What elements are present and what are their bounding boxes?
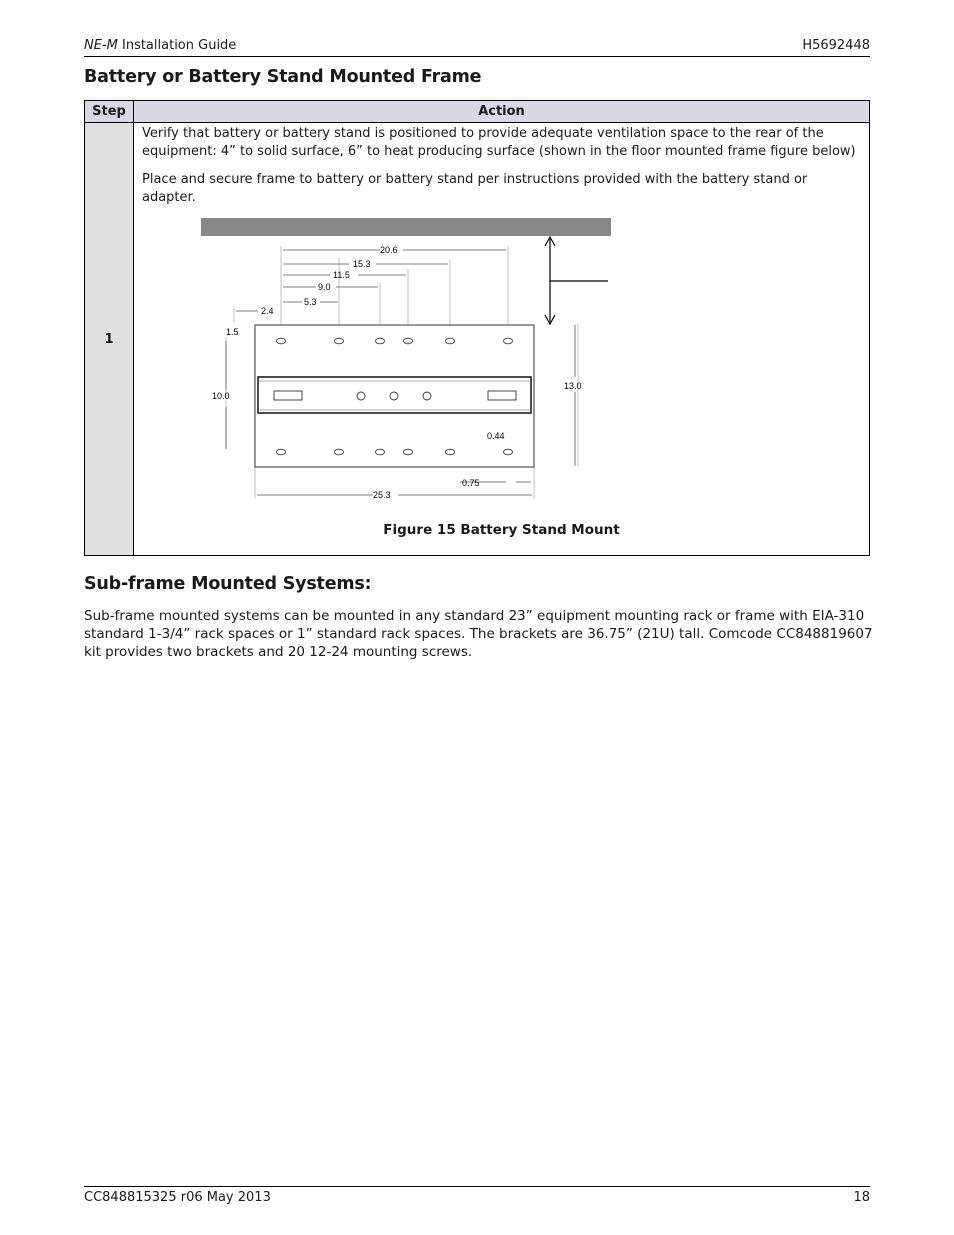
header-doc-number: H5692448: [802, 38, 870, 53]
page-header: [84, 36, 870, 57]
section-title-subframe: Sub-frame Mounted Systems:: [84, 574, 372, 594]
dimension-label: 25.3: [373, 490, 391, 500]
dimension-label: 15.3: [353, 259, 371, 269]
page-footer: [84, 1186, 870, 1211]
steps-table: [84, 100, 870, 556]
column-header-step: Step: [85, 101, 134, 123]
table-header-row: [85, 101, 870, 123]
dimension-label: 10.0: [212, 391, 230, 401]
dimension-label: 0.44: [487, 431, 505, 441]
battery-stand-drawing: [198, 217, 628, 517]
depth-arrow: [545, 237, 608, 324]
dimension-label: 0.75: [462, 478, 480, 488]
action-paragraph-secure: Place and secure frame to battery or battery stand per instructions provided with the battery stand or adapter.: [142, 172, 808, 205]
dimension-label: 2.4: [261, 306, 274, 316]
action-cell: [134, 123, 870, 556]
dimension-label: 11.5: [333, 270, 350, 280]
dimension-label: 9.0: [318, 282, 331, 292]
figure-caption: Figure 15 Battery Stand Mount: [383, 522, 620, 538]
battery-stand-top-bar: [201, 218, 611, 236]
step-number: 1: [85, 123, 134, 556]
dimension-label: 13.0: [564, 381, 582, 391]
footer-doc-code: CC848815325 r06 May 2013: [84, 1190, 271, 1205]
table-row: [85, 123, 870, 556]
section-title-battery-frame: Battery or Battery Stand Mounted Frame: [84, 67, 482, 87]
header-product-name: NE-M: [84, 38, 118, 53]
battery-stand-figure: [198, 217, 628, 517]
dimension-label: 1.5: [226, 327, 239, 337]
dimension-label: 20.6: [380, 245, 398, 255]
header-doc-title: [84, 38, 236, 53]
action-paragraph-ventilation: Verify that battery or battery stand is positioned to provide adequate ventilation space to the rear of the equipment: 4” to solid surface, 6” to heat producing surface (shown in the floor mounted frame figure below): [142, 126, 856, 159]
subframe-paragraph: Sub-frame mounted systems can be mounted in any standard 23” equipment mounting rack or frame with EIA-310 standard 1-3/4” rack spaces or 1” standard rack spaces. The brackets are 36.75” (21U) tall. Comcode CC848819607 kit provides two brackets and 20 12-24 mounting screws.: [84, 608, 873, 660]
header-guide-name: Installation Guide: [117, 38, 237, 53]
dimension-label: 5.3: [304, 297, 317, 307]
column-header-action: Action: [134, 101, 870, 123]
footer-page-number: 18: [853, 1190, 870, 1205]
